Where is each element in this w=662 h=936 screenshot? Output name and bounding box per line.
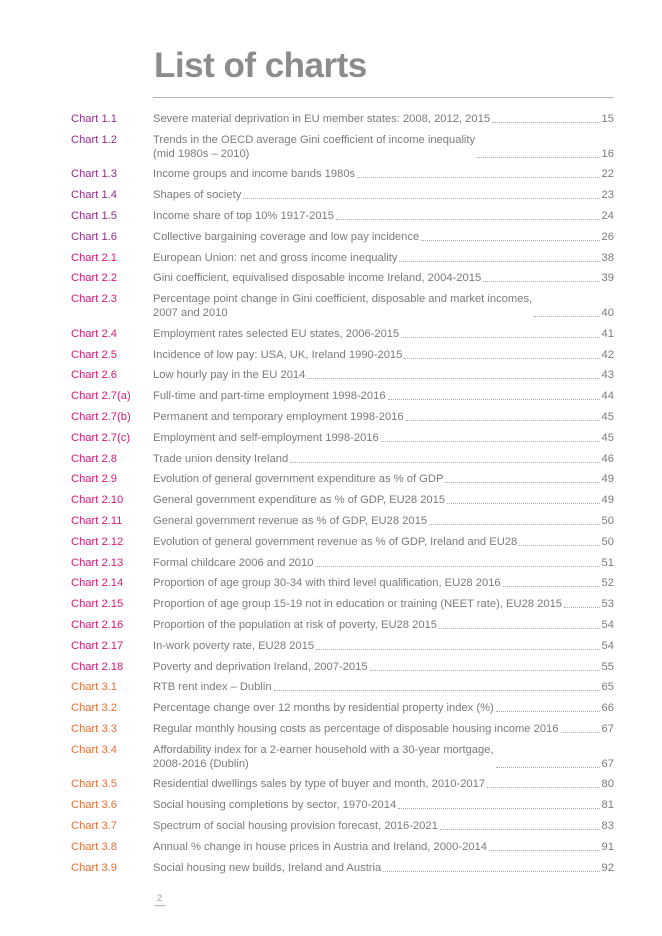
chart-title: Evolution of general government expenditure as % of GDP — [153, 473, 444, 486]
chart-title: In-work poverty rate, EU28 2015 — [153, 639, 315, 652]
entry-body — [153, 167, 614, 181]
entry-body — [153, 535, 614, 549]
entry-body — [153, 680, 614, 694]
dot-leader — [496, 711, 600, 712]
chart-number: Chart 2.13 — [71, 556, 124, 569]
dot-leader — [564, 607, 600, 608]
chart-title: Employment and self-employment 1998-2016 — [153, 431, 379, 444]
dot-leader — [445, 482, 599, 483]
toc-entry[interactable] — [71, 389, 614, 403]
page-reference: 46 — [601, 452, 614, 465]
dot-leader — [519, 545, 599, 546]
page-reference: 44 — [601, 390, 614, 403]
chart-number: Chart 2.3 — [71, 293, 118, 306]
chart-number: Chart 2.2 — [71, 272, 118, 285]
toc-entry[interactable] — [71, 701, 614, 715]
toc-entry[interactable] — [71, 167, 614, 181]
page-reference: 83 — [601, 820, 614, 832]
toc-entry[interactable] — [71, 576, 614, 590]
page-reference: 23 — [601, 189, 614, 202]
dot-leader — [483, 281, 599, 282]
chart-number: Chart 2.14 — [71, 577, 124, 590]
dot-leader — [399, 261, 599, 262]
entry-body — [153, 722, 614, 736]
dot-leader — [316, 649, 599, 650]
chart-number: Chart 1.3 — [71, 168, 118, 181]
toc-entry[interactable] — [71, 798, 614, 812]
chart-title-line-1: Trends in the OECD average Gini coefficient of income inequality — [153, 133, 476, 146]
dot-leader — [336, 219, 600, 220]
chart-title: General government expenditure as % of GDP, EU28 2015 — [153, 494, 446, 507]
toc-entry[interactable] — [71, 618, 614, 632]
entry-body — [153, 597, 614, 611]
dot-leader — [383, 871, 599, 872]
page-reference: 81 — [601, 799, 614, 812]
dot-leader — [406, 420, 600, 421]
dot-leader — [274, 690, 600, 691]
page-reference: 50 — [601, 515, 614, 527]
chart-number: Chart 1.1 — [71, 113, 118, 125]
chart-title — [153, 133, 475, 161]
chart-number: Chart 2.9 — [71, 473, 118, 486]
dot-leader — [561, 732, 600, 733]
chart-number: Chart 2.1 — [71, 251, 118, 264]
chart-title: Proportion of the population at risk of poverty, EU28 2015 — [153, 619, 438, 631]
toc-entry[interactable] — [71, 188, 614, 202]
toc-entry[interactable] — [71, 535, 614, 549]
chart-number: Chart 2.18 — [71, 660, 124, 673]
entry-body — [153, 410, 614, 424]
chart-number: Chart 2.6 — [71, 369, 118, 382]
chart-number: Chart 1.4 — [71, 189, 118, 202]
chart-title: Shapes of society — [153, 189, 242, 202]
dot-leader — [534, 316, 599, 317]
chart-title-line-1: Percentage point change in Gini coefficient, disposable and market incomes, — [153, 293, 533, 306]
dot-leader — [307, 378, 599, 379]
dot-leader — [315, 566, 599, 567]
dot-leader — [388, 399, 600, 400]
chart-title-line-2: (mid 1980s – 2010) — [153, 147, 250, 160]
chart-title: Spectrum of social housing provision forecast, 2016-2021 — [153, 820, 438, 832]
page-reference: 55 — [601, 660, 614, 673]
entry-body — [153, 292, 614, 320]
toc-entry[interactable] — [71, 292, 614, 320]
page-number: 2 — [154, 893, 166, 906]
chart-number: Chart 3.3 — [71, 723, 118, 735]
page-reference: 65 — [601, 681, 614, 694]
page-reference: 15 — [601, 113, 614, 125]
chart-number: Chart 3.2 — [71, 702, 118, 715]
chart-number: Chart 2.12 — [71, 535, 124, 548]
dot-leader — [489, 850, 600, 851]
entry-body — [153, 840, 614, 854]
page-reference: 51 — [601, 556, 614, 569]
page-reference: 66 — [601, 702, 614, 715]
chart-title: RTB rent index – Dublin — [153, 681, 272, 694]
page-reference: 45 — [601, 431, 614, 444]
entry-body — [153, 639, 614, 653]
chart-title: Annual % change in house prices in Austria and Ireland, 2000-2014 — [153, 840, 487, 853]
entry-body — [153, 777, 614, 791]
dot-leader — [440, 829, 600, 830]
chart-title: Severe material deprivation in EU member states: 2008, 2012, 2015 — [153, 113, 491, 125]
title-divider — [153, 97, 614, 98]
toc-entry[interactable] — [71, 861, 614, 875]
dot-leader — [492, 122, 599, 123]
chart-number: Chart 3.6 — [71, 799, 118, 812]
toc-entry[interactable] — [71, 209, 614, 223]
toc-entry[interactable] — [71, 597, 614, 611]
chart-title: European Union: net and gross income inequality — [153, 251, 398, 264]
entry-body — [153, 556, 614, 570]
toc-entry[interactable] — [71, 639, 614, 653]
entry-body — [153, 514, 614, 528]
toc-entry[interactable] — [71, 271, 614, 285]
dot-leader — [370, 670, 600, 671]
chart-title: Poverty and deprivation Ireland, 2007-2015 — [153, 660, 368, 673]
chart-title: Gini coefficient, equivalised disposable income Ireland, 2004-2015 — [153, 272, 482, 285]
page-reference: 38 — [601, 251, 614, 264]
entry-body — [153, 389, 614, 403]
toc-entry[interactable] — [71, 133, 614, 161]
chart-title: Collective bargaining coverage and low pay incidence — [153, 230, 420, 243]
toc-entry[interactable] — [71, 368, 614, 382]
chart-number: Chart 2.7(b) — [71, 411, 131, 423]
chart-title: Low hourly pay in the EU 2014 — [153, 369, 306, 382]
entry-body — [153, 743, 614, 771]
chart-number: Chart 2.17 — [71, 639, 124, 652]
entry-body — [153, 493, 614, 507]
page-reference: 54 — [601, 639, 614, 652]
chart-number: Chart 3.8 — [71, 840, 118, 853]
dot-leader — [398, 808, 599, 809]
page-reference: 43 — [601, 369, 614, 382]
entry-body — [153, 576, 614, 590]
chart-title — [153, 292, 532, 320]
entry-body — [153, 660, 614, 674]
entry-body — [153, 701, 614, 715]
chart-title: Income groups and income bands 1980s — [153, 168, 356, 181]
chart-number: Chart 1.2 — [71, 133, 118, 146]
page-reference: 54 — [601, 619, 614, 631]
toc-entry[interactable] — [71, 472, 614, 486]
toc-entry[interactable] — [71, 348, 614, 362]
chart-title: Proportion of age group 15-19 not in education or training (NEET rate), EU28 2015 — [153, 598, 563, 611]
page-reference: 67 — [601, 723, 614, 735]
dot-leader — [243, 198, 599, 199]
toc-entry[interactable] — [71, 819, 614, 833]
chart-title: Trade union density Ireland — [153, 452, 289, 465]
page-reference: 22 — [601, 168, 614, 181]
entry-body — [153, 798, 614, 812]
page-reference: 91 — [601, 840, 614, 853]
chart-title: Evolution of general government revenue as % of GDP, Ireland and EU28 — [153, 535, 518, 548]
dot-leader — [381, 441, 600, 442]
toc-entry[interactable] — [71, 431, 614, 445]
page-reference: 40 — [601, 307, 614, 320]
dot-leader — [439, 628, 600, 629]
page-reference: 52 — [601, 577, 614, 590]
page-reference: 50 — [601, 535, 614, 548]
entry-body — [153, 861, 614, 875]
chart-number: Chart 2.5 — [71, 348, 118, 361]
chart-title: Employment rates selected EU states, 2006-2015 — [153, 327, 400, 340]
entry-body — [153, 209, 614, 223]
dot-leader — [477, 157, 599, 158]
page-reference: 16 — [601, 147, 614, 160]
entry-body — [153, 368, 614, 382]
entry-body — [153, 112, 614, 126]
chart-title-line-1: Affordability index for a 2-earner household with a 30-year mortgage, — [153, 743, 494, 756]
chart-number: Chart 2.8 — [71, 452, 118, 465]
chart-number: Chart 2.7(a) — [71, 390, 131, 403]
toc-entry[interactable] — [71, 112, 614, 126]
page-title: List of charts — [154, 46, 367, 85]
dot-leader — [401, 337, 599, 338]
toc-entry[interactable] — [71, 493, 614, 507]
chart-title: General government revenue as % of GDP, EU28 2015 — [153, 515, 428, 527]
page-reference: 92 — [601, 861, 614, 874]
chart-number: Chart 3.7 — [71, 820, 118, 832]
chart-number: Chart 2.4 — [71, 327, 118, 340]
toc-entry[interactable] — [71, 327, 614, 341]
toc-entry[interactable] — [71, 410, 614, 424]
page-reference: 39 — [601, 272, 614, 285]
toc-entry[interactable] — [71, 660, 614, 674]
entry-body — [153, 452, 614, 466]
chart-number: Chart 1.5 — [71, 210, 118, 222]
page-reference: 49 — [601, 494, 614, 507]
chart-number: Chart 3.9 — [71, 861, 118, 874]
toc-entry[interactable] — [71, 230, 614, 244]
toc-entry[interactable] — [71, 840, 614, 854]
page-reference: 42 — [601, 348, 614, 361]
toc-entry[interactable] — [71, 556, 614, 570]
toc-entry[interactable] — [71, 743, 614, 771]
entry-body — [153, 431, 614, 445]
chart-title-line-2: 2008-2016 (Dublin) — [153, 757, 249, 770]
dot-leader — [429, 524, 599, 525]
entry-body — [153, 618, 614, 632]
dot-leader — [487, 787, 599, 788]
chart-title: Social housing new builds, Ireland and Austria — [153, 861, 382, 874]
toc-entry[interactable] — [71, 722, 614, 736]
dot-leader — [503, 586, 600, 587]
page-reference: 41 — [601, 327, 614, 340]
chart-title: Incidence of low pay: USA, UK, Ireland 1990-2015 — [153, 348, 403, 361]
page-reference: 49 — [601, 473, 614, 486]
entry-body — [153, 230, 614, 244]
chart-title: Proportion of age group 30-34 with third level qualification, EU28 2016 — [153, 577, 501, 590]
chart-title: Permanent and temporary employment 1998-2016 — [153, 411, 404, 423]
dot-leader — [421, 240, 599, 241]
entry-body — [153, 348, 614, 362]
page-reference: 26 — [601, 230, 614, 243]
dot-leader — [404, 358, 599, 359]
toc-entry[interactable] — [71, 680, 614, 694]
chart-title: Residential dwellings sales by type of buyer and month, 2010-2017 — [153, 778, 486, 791]
entry-body — [153, 472, 614, 486]
entry-body — [153, 188, 614, 202]
chart-title: Full-time and part-time employment 1998-2016 — [153, 390, 386, 403]
chart-title: Percentage change over 12 months by residential property index (%) — [153, 702, 494, 715]
chart-number: Chart 3.1 — [71, 681, 118, 694]
chart-title — [153, 743, 494, 771]
entry-body — [153, 327, 614, 341]
chart-title: Income share of top 10% 1917-2015 — [153, 210, 334, 222]
toc-entry[interactable] — [71, 251, 614, 265]
chart-title: Formal childcare 2006 and 2010 — [153, 556, 314, 569]
chart-number: Chart 1.6 — [71, 230, 118, 243]
chart-number: Chart 2.11 — [71, 515, 123, 527]
chart-number: Chart 2.15 — [71, 598, 124, 611]
page-reference: 53 — [601, 598, 614, 611]
toc-entry[interactable] — [71, 452, 614, 466]
chart-number: Chart 2.10 — [71, 494, 124, 507]
page-reference: 24 — [601, 210, 614, 222]
page-reference: 67 — [601, 757, 614, 770]
page-reference: 45 — [601, 411, 614, 423]
chart-title-line-2: 2007 and 2010 — [153, 307, 228, 320]
chart-number: Chart 2.7(c) — [71, 431, 131, 444]
entry-body — [153, 133, 614, 161]
dot-leader — [357, 177, 599, 178]
entry-body — [153, 271, 614, 285]
dot-leader — [290, 462, 599, 463]
chart-number: Chart 2.16 — [71, 619, 124, 631]
entry-body — [153, 819, 614, 833]
toc-entry[interactable] — [71, 777, 614, 791]
dot-leader — [447, 503, 599, 504]
chart-title: Social housing completions by sector, 1970-2014 — [153, 799, 397, 812]
entry-body — [153, 251, 614, 265]
page-reference: 80 — [601, 778, 614, 791]
chart-number: Chart 3.5 — [71, 778, 118, 791]
chart-number: Chart 3.4 — [71, 743, 118, 756]
dot-leader — [496, 767, 600, 768]
chart-title: Regular monthly housing costs as percentage of disposable housing income 2016 — [153, 723, 559, 735]
toc-entry[interactable] — [71, 514, 614, 528]
